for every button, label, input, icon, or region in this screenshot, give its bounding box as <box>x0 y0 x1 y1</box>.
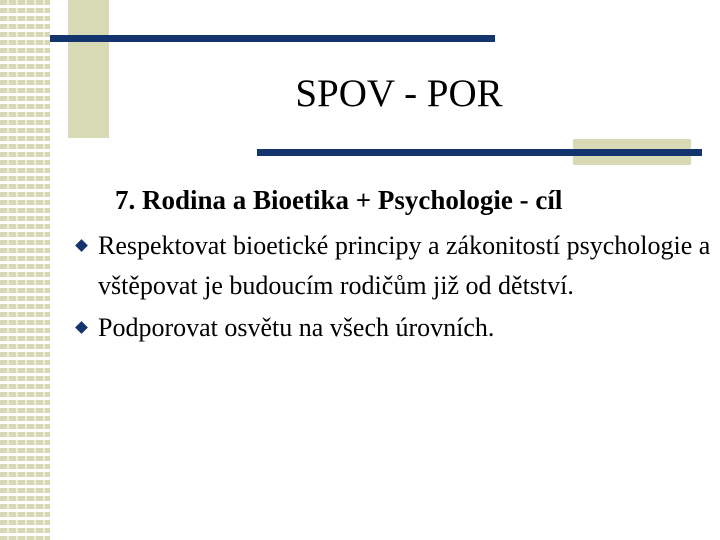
slide-subtitle: 7. Rodina a Bioetika + Psychologie - cíl <box>115 185 563 215</box>
top-accent-block <box>68 0 109 138</box>
bullet-list <box>76 226 712 350</box>
diamond-bullet-icon <box>75 239 88 252</box>
title-bottom-rule <box>257 149 702 156</box>
bullet-text: Respektovat bioetické principy a zákonitostí psychologie a vštěpovat je budoucím rodičům již od dětství. <box>98 231 711 300</box>
bullet-item <box>76 226 712 306</box>
bullet-item <box>76 308 712 348</box>
bullet-text: Podporovat osvětu na všech úrovních. <box>98 313 495 342</box>
slide-title: SPOV - POR <box>295 72 503 115</box>
diamond-bullet-icon <box>75 321 88 334</box>
title-top-rule <box>50 35 495 42</box>
left-stripe-decoration <box>0 0 50 540</box>
